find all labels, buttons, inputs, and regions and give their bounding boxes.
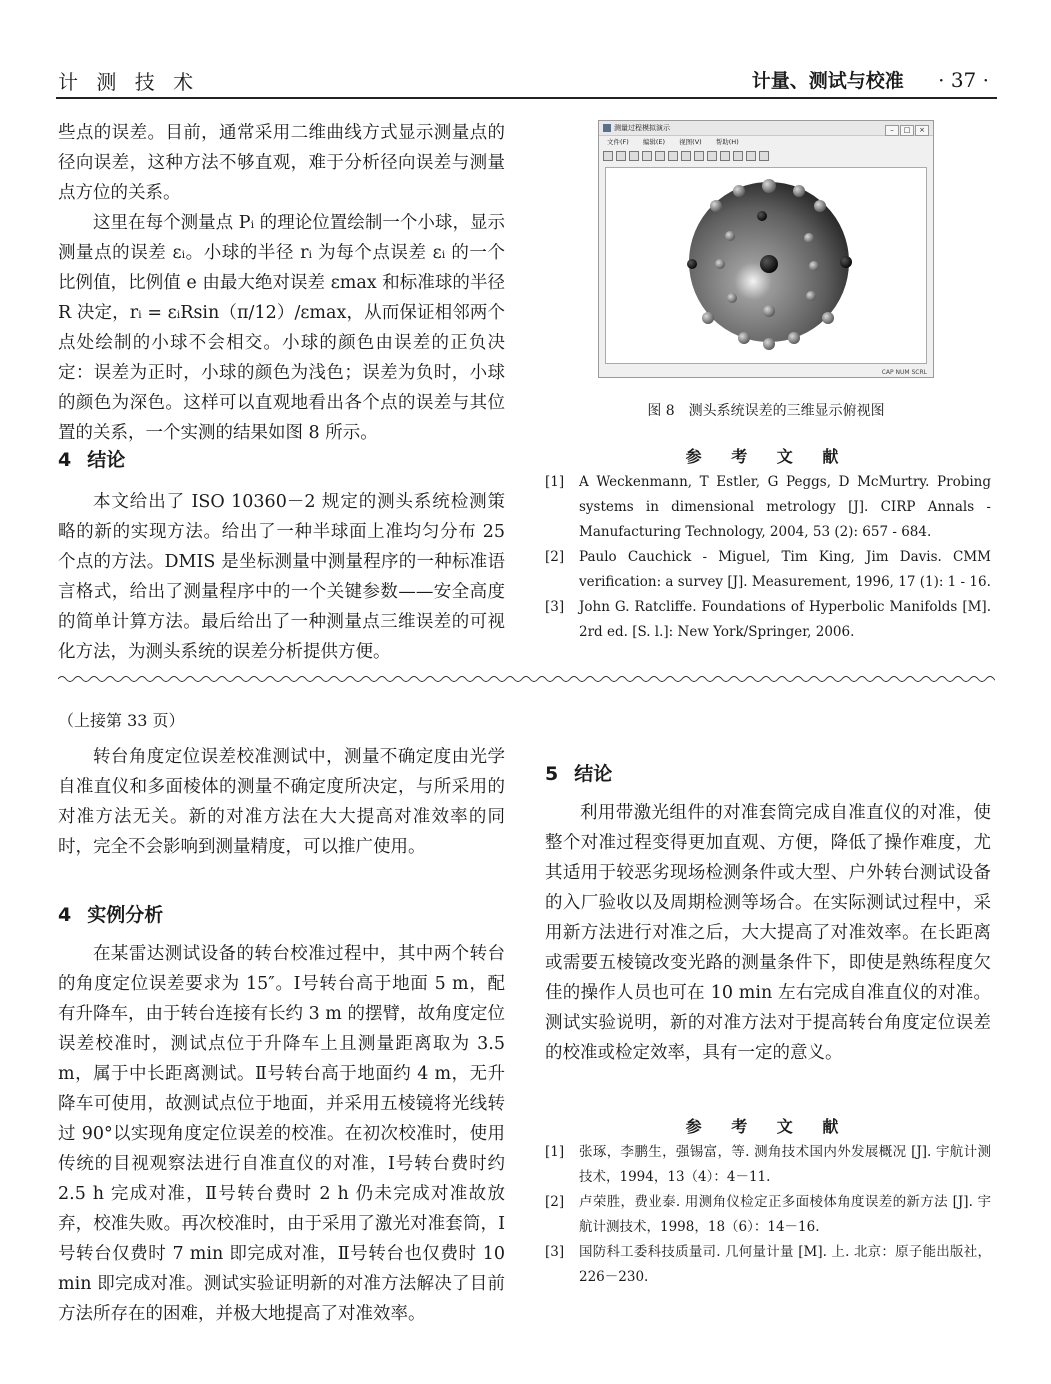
section-number: 5 — [545, 763, 559, 785]
paragraph: 在某雷达测试设备的转台校准过程中，其中两个转台的角度定位误差要求为 15″。Ⅰ号转台高于地面 5 m，配有升降车，由于转台连接有长约 3 m 的摆臂，故角度定位误差校准时，测试点位于升降车上且测量距离取为 3.5 m，属于中长距离测试。Ⅱ号转台高于地面约 4 m，无升降车可使用，故测试点位于地面，并采用五棱镜将光线转过 90°以实现角度定位误差的校准。在初次校准时，使用传统的目视观察法进行自准直仪的对准，Ⅰ号转台费时约 2.5 h 完成对准，Ⅱ号转台费时 2 h 仍未完成对准故放弃，校准失败。再次校准时，由于采用了激光对准套筒，Ⅰ号转台仅费时 7 min 即完成对准，Ⅱ号转台也仅费时 10 min 即完成对准。测试实验证明新的对准方法解决了目前方法所存在的困难，并极大地提高了对准效率。 — [58, 944, 505, 1324]
dark-error-ball — [760, 255, 778, 273]
reference-text: John G. Ratcliffe. Foundations of Hyperbolic Manifolds [M]. 2rd ed. [S. l.]: New York/Springer, 2006. — [579, 599, 991, 640]
reference-item — [545, 470, 991, 545]
light-error-ball — [806, 291, 816, 301]
reference-item — [545, 1190, 991, 1240]
references-title: 参 考 文 献 — [685, 447, 851, 466]
menu-bar — [599, 136, 933, 148]
print-icon — [681, 151, 691, 161]
window-controls — [884, 123, 929, 137]
light-error-ball — [809, 261, 819, 271]
journal-name: 计 测 技 术 — [58, 70, 200, 94]
reference-item — [545, 545, 991, 595]
section-number: 4 — [58, 449, 72, 471]
paragraph: 些点的误差。目前，通常采用二维曲线方式显示测量点的径向误差，这种方法不够直观，难于分析径向误差与测量点方位的关系。 — [58, 123, 505, 203]
light-error-ball — [710, 200, 722, 212]
light-error-ball — [725, 231, 735, 241]
figure-8-screenshot — [598, 120, 934, 378]
status-bar: CAP NUM SCRL — [881, 369, 927, 376]
light-error-ball — [762, 179, 776, 193]
reference-number: [2] — [545, 1194, 565, 1210]
dark-error-ball — [757, 211, 767, 221]
tool-icon — [694, 151, 704, 161]
section-heading — [545, 759, 612, 786]
save-icon — [629, 151, 639, 161]
reference-item — [545, 595, 991, 645]
bottom-left-column — [58, 742, 505, 862]
light-error-ball — [788, 332, 800, 344]
menu-file: 文件(F) — [607, 138, 629, 146]
light-error-ball — [738, 332, 750, 344]
light-error-ball — [763, 305, 775, 317]
light-error-ball — [727, 293, 737, 303]
tool-icon — [746, 151, 756, 161]
copy-icon — [655, 151, 665, 161]
menu-edit: 编辑(E) — [642, 138, 666, 146]
header-rule — [56, 97, 997, 99]
reference-list — [545, 1140, 991, 1290]
reference-item — [545, 1240, 991, 1290]
reference-number: [3] — [545, 599, 565, 615]
section-title: 实例分析 — [87, 904, 164, 926]
paragraph: 本文给出了 ISO 10360－2 规定的测头系统检测策略的新的实现方法。给出了一种半球面上准均匀分布 25 个点的方法。DMIS 是坐标测量中测量程序的一种标准语言格式，给出了测量程序中的一个关键参数——安全高度的简单计算方法。最后给出了一种测量点三维误差的可视化方法，为测头系统的误差分析提供方便。 — [58, 492, 505, 662]
section-title: 结论 — [87, 449, 126, 471]
page-number: · 37 · — [938, 68, 989, 92]
running-header — [752, 66, 989, 93]
dark-error-ball — [687, 259, 697, 269]
top-left-column — [58, 118, 505, 448]
light-error-ball — [715, 259, 725, 269]
light-error-ball — [702, 312, 714, 324]
light-error-ball — [763, 338, 775, 350]
close-icon: × — [915, 125, 929, 136]
section-divider — [58, 672, 995, 686]
toolbar — [603, 151, 769, 163]
paragraph: 利用带激光组件的对准套筒完成自准直仪的对准，使整个对准过程变得更加直观、方便，降低了操作难度，尤其适用于较恶劣现场检测条件或大型、户外转台测试设备的入厂验收以及周期检测等场合。在实际测试过程中，采用新方法进行对准之后，大大提高了对准效率。在长距离或需要五棱镜改变光路的测量条件下，即使是熟练程度欠佳的操作人员也可在 10 min 左右完成自准直仪的对准。测试实验说明，新的对准方法对于提高转台角度定位误差的校准或检定效率，具有一定的意义。 — [545, 803, 991, 1063]
section-heading — [58, 445, 125, 472]
tool-icon — [707, 151, 717, 161]
light-error-ball — [822, 312, 834, 324]
reference-number: [2] — [545, 549, 565, 565]
light-error-ball — [804, 233, 814, 243]
app-icon — [603, 124, 611, 132]
reference-text: 卢荣胜，费业泰. 用测角仪检定正多面棱体角度误差的新方法 [J]. 宇航计测技术，1998，18（6）：14－16. — [579, 1194, 991, 1235]
dark-error-ball — [840, 256, 852, 268]
section-number: 4 — [58, 904, 72, 926]
reference-number: [3] — [545, 1244, 565, 1260]
window-title: 测量过程模拟演示 — [614, 124, 670, 132]
new-icon — [603, 151, 613, 161]
section-name: 计量、测试与校准 — [751, 70, 904, 92]
reference-list — [545, 470, 991, 645]
paragraph: 这里在每个测量点 Pᵢ 的理论位置绘制一个小球，显示测量点的误差 εᵢ。小球的半径 rᵢ 为每个点误差 εᵢ 的一个比例值，比例值 e 由最大绝对误差 εmax 和标准球的半径 R 决定，rᵢ = εᵢRsin（π/12）/εmax，从而保证相邻两个点处绘制的小球不会相交。小球的颜色由误差的正负决定：误差为正时，小球的颜色为浅色；误差为负时，小球的颜色为深色。这样可以直观地看出各个点的误差与其位置的关系，一个实测的结果如图 8 所示。 — [58, 213, 505, 443]
bottom-right-column — [545, 798, 991, 1068]
section-heading — [58, 900, 163, 927]
conclusion-text — [58, 487, 505, 667]
reference-number: [1] — [545, 1144, 565, 1160]
case-analysis-text — [58, 939, 505, 1329]
paste-icon — [668, 151, 678, 161]
maximize-icon: □ — [900, 125, 914, 136]
minimize-icon: – — [885, 125, 899, 136]
help-icon — [759, 151, 769, 161]
render-canvas — [605, 167, 927, 364]
light-error-ball — [793, 185, 805, 197]
references-title: 参 考 文 献 — [685, 1117, 851, 1136]
tool-icon — [733, 151, 743, 161]
sphere-error-plot — [606, 168, 928, 364]
reference-text: 国防科工委科技质量司. 几何量计量 [M]. 上. 北京：原子能出版社，226－230. — [579, 1244, 991, 1285]
reference-text: 张琢，李鹏生，强锡富，等. 测角技术国内外发展概况 [J]. 宇航计测技术，1994，13（4）：4－11. — [579, 1144, 991, 1185]
cut-icon — [642, 151, 652, 161]
light-error-ball — [814, 200, 826, 212]
window-titlebar — [599, 121, 933, 136]
reference-number: [1] — [545, 474, 565, 490]
reference-item — [545, 1140, 991, 1190]
paragraph: 转台角度定位误差校准测试中，测量不确定度由光学自准直仪和多面棱体的测量不确定度所决定，与所采用的对准方法无关。新的对准方法在大大提高对准效率的同时，完全不会影响到测量精度，可以推广使用。 — [58, 747, 505, 857]
open-icon — [616, 151, 626, 161]
section-title: 结论 — [574, 763, 613, 785]
menu-help: 帮助(H) — [715, 138, 739, 146]
tool-icon — [720, 151, 730, 161]
menu-view: 视图(V) — [679, 138, 702, 146]
continuation-note: （上接第 33 页） — [58, 711, 185, 730]
light-error-ball — [733, 185, 745, 197]
reference-text: A Weckenmann, T Estler, G Peggs, D McMurtry. Probing systems in dimensional metrology [J]. CIRP Annals - Manufacturing Technology, 2004, 53 (2): 657 - 684. — [579, 474, 991, 540]
figure-caption: 图 8 测头系统误差的三维显示俯视图 — [647, 403, 885, 419]
reference-text: Paulo Cauchick - Miguel, Tim King, Jim Davis. CMM verification: a survey [J]. Measurement, 1996, 17 (1): 1 - 16. — [579, 549, 991, 590]
